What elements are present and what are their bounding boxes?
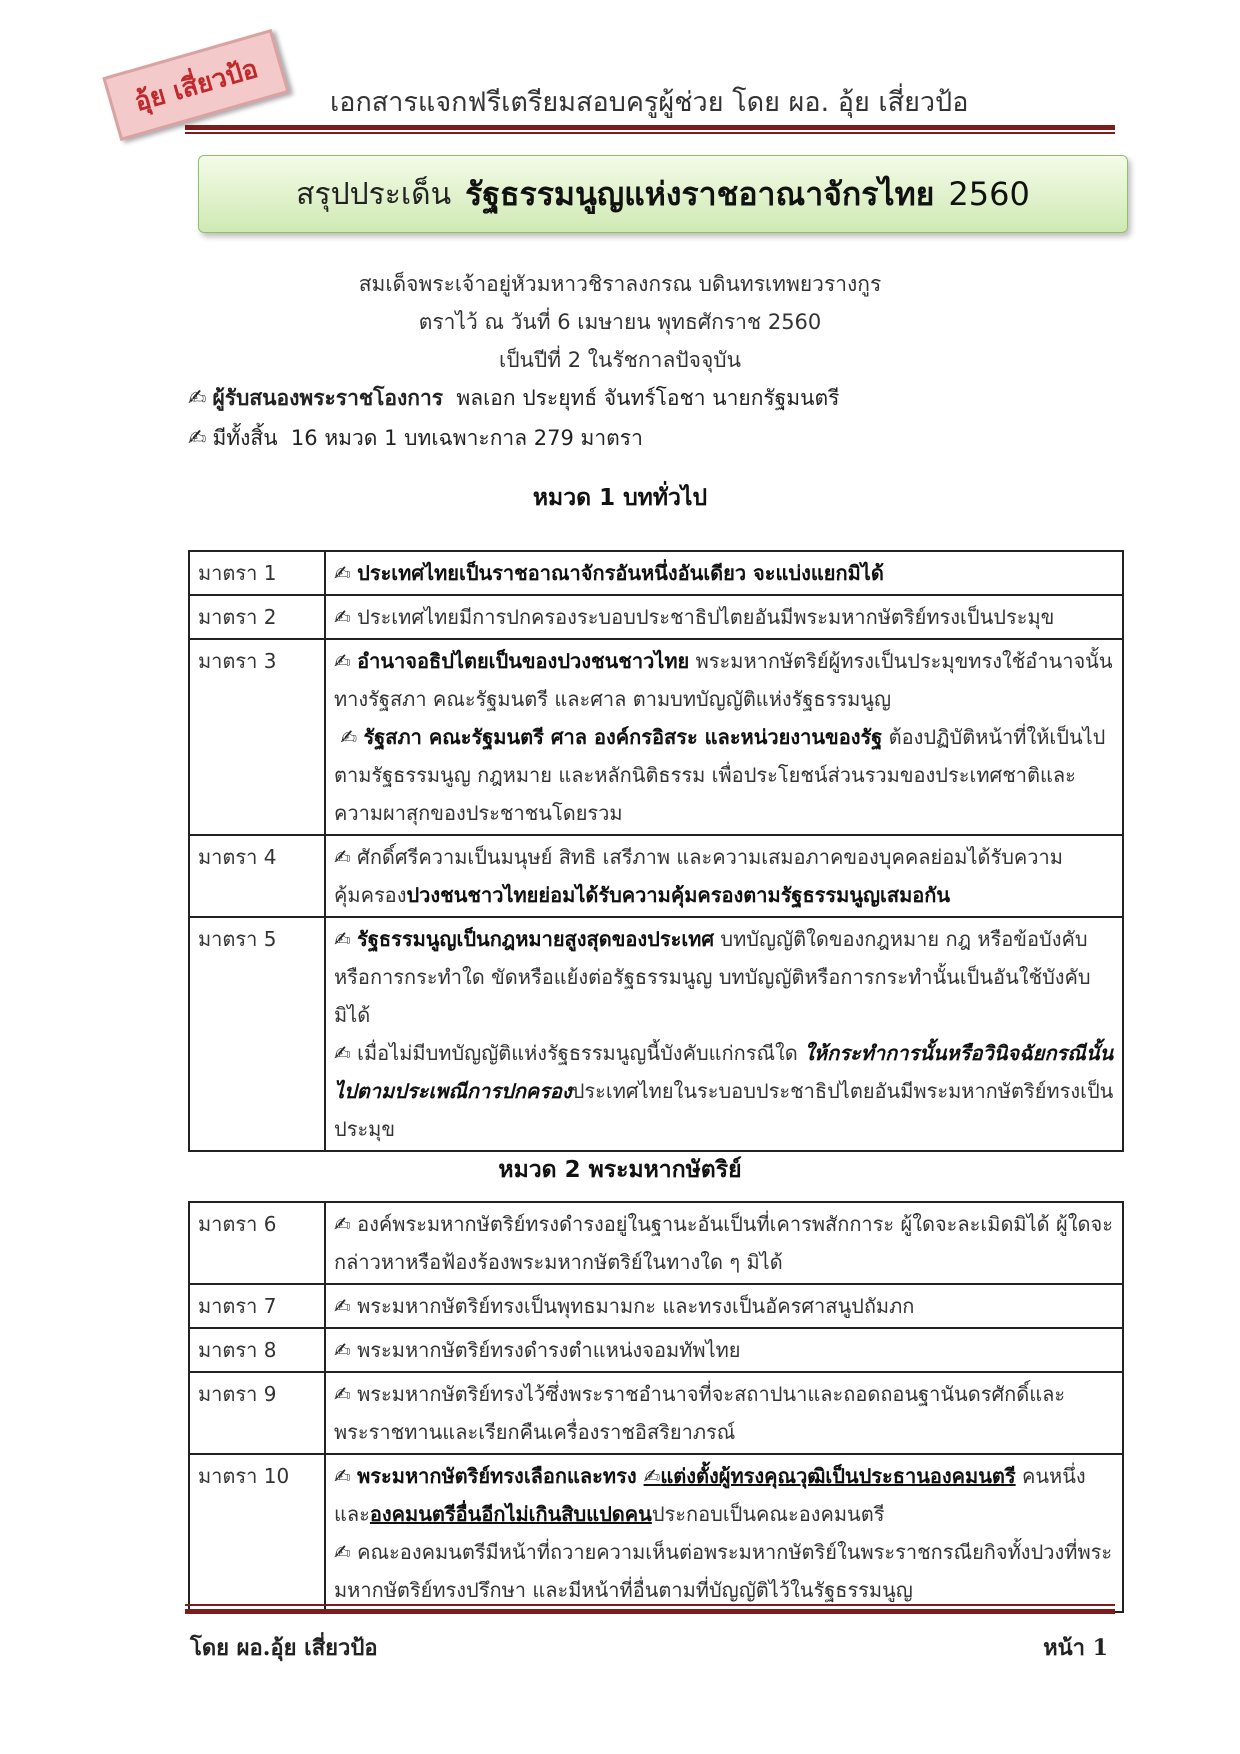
article-text bbox=[325, 1454, 1123, 1612]
table-row bbox=[189, 551, 1123, 595]
title-banner bbox=[198, 155, 1128, 233]
article-body: ประกอบเป็นคณะองคมนตรี bbox=[651, 1502, 885, 1526]
count-label: มีทั้งสิ้น bbox=[212, 426, 278, 450]
article-bold-underlined-text: องคมนตรีอื่นอีกไม่เกินสิบแปดคน bbox=[369, 1502, 652, 1526]
title-year: 2560 bbox=[948, 175, 1030, 213]
article-number: มาตรา 9 bbox=[189, 1372, 325, 1454]
writing-hand-icon: ✍ bbox=[340, 725, 358, 749]
writing-hand-icon: ✍ bbox=[334, 1464, 351, 1488]
table-row bbox=[189, 917, 1123, 1151]
table-row bbox=[189, 1284, 1123, 1328]
article-number: มาตรา 8 bbox=[189, 1328, 325, 1372]
table-row bbox=[189, 1372, 1123, 1454]
footer-divider-thick bbox=[185, 1609, 1115, 1614]
responder-label: ผู้รับสนองพระราชโองการ bbox=[212, 386, 444, 410]
article-body: พระมหากษัตริย์ผู้ทรงเป็นประมุขทรงใช้อำนาจนั้นทางรัฐสภา คณะรัฐมนตรี และศาล ตามบทบัญญัติแห่งรัฐธรรมนูญ bbox=[334, 649, 1113, 711]
article-text bbox=[325, 1284, 1123, 1328]
intro-line-1: สมเด็จพระเจ้าอยู่หัวมหาวชิราลงกรณ บดินทรเทพยวรางกูร bbox=[358, 272, 882, 296]
table-row bbox=[189, 1328, 1123, 1372]
table-row bbox=[189, 639, 1123, 835]
article-text bbox=[325, 1328, 1123, 1372]
article-body: ประเทศไทยในระบอบประชาธิปไตยอันมีพระมหากษัตริย์ทรงเป็นประมุข bbox=[334, 1079, 1114, 1141]
section-1-title: หมวด 1 บททั่วไป bbox=[532, 485, 708, 511]
section-2-title: หมวด 2 พระมหากษัตริย์ bbox=[498, 1157, 742, 1183]
writing-hand-icon: ✍ bbox=[334, 649, 351, 673]
article-bold-text: อำนาจอธิปไตยเป็นของปวงชนชาวไทย bbox=[357, 649, 690, 673]
intro-line-3: เป็นปีที่ 2 ในรัชกาลปัจจุบัน bbox=[499, 348, 741, 372]
count-value: 16 หมวด 1 บทเฉพาะกาล 279 มาตรา bbox=[290, 426, 643, 450]
page-number: หน้า 1 bbox=[1043, 1635, 1108, 1661]
article-bold-text: ประเทศไทยเป็นราชอาณาจักรอันหนึ่งอันเดียว จะแบ่งแยกมิได้ bbox=[357, 561, 884, 585]
article-bold-text: รัฐสภา คณะรัฐมนตรี ศาล องค์กรอิสระ และหน่วยงานของรัฐ bbox=[363, 725, 883, 749]
page-header: เอกสารแจกฟรีเตรียมสอบครูผู้ช่วย โดย ผอ. อุ้ย เสี่ยวป้อ bbox=[330, 87, 969, 118]
header-divider-thick bbox=[185, 125, 1115, 130]
writing-hand-icon: ✍ bbox=[334, 845, 351, 869]
article-text bbox=[325, 551, 1123, 595]
article-text bbox=[325, 1372, 1123, 1454]
article-bold-underlined-value: แต่งตั้งผู้ทรงคุณวุฒิเป็นประธานองคมนตรี bbox=[660, 1464, 1016, 1488]
writing-hand-icon: ✍ bbox=[334, 1294, 351, 1318]
article-body: พระมหากษัตริย์ทรงดำรงตำแหน่งจอมทัพไทย bbox=[357, 1338, 741, 1362]
writing-hand-icon: ✍ bbox=[334, 605, 351, 629]
article-bold-text: พระมหากษัตริย์ทรงเลือกและทรง bbox=[357, 1464, 644, 1488]
section-2-table bbox=[188, 1201, 1124, 1613]
responder-value: พลเอก ประยุทธ์ จันทร์โอชา นายกรัฐมนตรี bbox=[456, 386, 840, 410]
article-body: ประเทศไทยมีการปกครองระบอบประชาธิปไตยอันมีพระมหากษัตริย์ทรงเป็นประมุข bbox=[357, 605, 1055, 629]
title-main: รัฐธรรมนูญแห่งราชอาณาจักรไทย bbox=[465, 174, 935, 213]
writing-hand-icon: ✍ bbox=[334, 1540, 351, 1564]
article-text bbox=[325, 1202, 1123, 1284]
article-number: มาตรา 1 bbox=[189, 551, 325, 595]
footer-author: โดย ผอ.อุ้ย เสี่ยวป้อ bbox=[190, 1635, 378, 1661]
writing-hand-icon: ✍ bbox=[188, 426, 207, 451]
title-prefix: สรุปประเด็น bbox=[296, 176, 452, 212]
article-text bbox=[325, 917, 1123, 1151]
table-row bbox=[189, 835, 1123, 917]
writing-hand-icon: ✍ bbox=[334, 561, 351, 585]
article-body: บทบัญญัติใดของกฎหมาย กฎ หรือข้อบังคับ หรือการกระทำใด ขัดหรือแย้งต่อรัฐธรรมนูญ บทบัญญัติหรือการกระทำนั้นเป็นอันใช้บังคับมิได้ bbox=[334, 927, 1091, 1027]
article-body: องค์พระมหากษัตริย์ทรงดำรงอยู่ในฐานะอันเป็นที่เคารพสักการะ ผู้ใดจะละเมิดมิได้ ผู้ใดจะกล่าวหาหรือฟ้องร้องพระมหากษัตริย์ในทางใด ๆ มิได้ bbox=[334, 1212, 1113, 1274]
section-1-table bbox=[188, 550, 1124, 1152]
article-number: มาตรา 10 bbox=[189, 1454, 325, 1612]
article-text bbox=[325, 639, 1123, 835]
article-body: ต้องปฏิบัติหน้าที่ให้เป็นไปตามรัฐธรรมนูญ กฎหมาย และหลักนิติธรรม เพื่อประโยชน์ส่วนรวมของประเทศชาติและความผาสุกของประชาชนโดยรวม bbox=[334, 725, 1106, 825]
article-bold-text: ปวงชนชาวไทยย่อมได้รับความคุ้มครองตามรัฐธรรมนูญเสมอกัน bbox=[406, 883, 951, 907]
article-bold-italic-text: ให้กระทำการนั้นหรือวินิจฉัยกรณีนั้นไปตามประเพณีการปกครอง bbox=[334, 1041, 1114, 1103]
article-body: ศักดิ์ศรีความเป็นมนุษย์ สิทธิ เสรีภาพ และความเสมอภาคของบุคคลย่อมได้รับความคุ้มครอง bbox=[334, 845, 1063, 907]
writing-hand-icon: ✍ bbox=[188, 386, 207, 411]
footer-divider-thin bbox=[185, 1604, 1115, 1606]
article-number: มาตรา 4 bbox=[189, 835, 325, 917]
writing-hand-icon: ✍ bbox=[334, 1338, 351, 1362]
article-body: คนหนึ่งและ bbox=[334, 1464, 1086, 1526]
article-number: มาตรา 5 bbox=[189, 917, 325, 1151]
table-row bbox=[189, 595, 1123, 639]
article-bold-text: รัฐธรรมนูญเป็นกฎหมายสูงสุดของประเทศ bbox=[357, 927, 715, 951]
table-row bbox=[189, 1454, 1123, 1612]
article-number: มาตรา 2 bbox=[189, 595, 325, 639]
article-number: มาตรา 7 bbox=[189, 1284, 325, 1328]
article-text bbox=[325, 835, 1123, 917]
intro-line-2: ตราไว้ ณ วันที่ 6 เมษายน พุทธศักราช 2560 bbox=[418, 310, 822, 334]
stamp-text: อุ้ย เสี่ยวป้อ bbox=[131, 53, 262, 118]
table-row bbox=[189, 1202, 1123, 1284]
article-body: พระมหากษัตริย์ทรงไว้ซึ่งพระราชอำนาจที่จะสถาปนาและถอดถอนฐานันดรศักดิ์และพระราชทานและเรียกคืนเครื่องราชอิสริยาภรณ์ bbox=[334, 1382, 1066, 1444]
responder-line bbox=[188, 382, 839, 415]
writing-hand-icon: ✍ bbox=[334, 1041, 351, 1065]
writing-hand-icon: ✍ bbox=[334, 927, 351, 951]
writing-hand-icon: ✍ bbox=[334, 1212, 351, 1236]
article-body: คณะองคมนตรีมีหน้าที่ถวายความเห็นต่อพระมหากษัตริย์ในพระราชกรณียกิจทั้งปวงที่พระมหากษัตริย์ทรงปรึกษา และมีหน้าที่อื่นตามที่บัญญัติไว้ในรัฐธรรมนูญ bbox=[334, 1540, 1113, 1602]
writing-hand-icon: ✍ bbox=[334, 1382, 351, 1406]
article-number: มาตรา 3 bbox=[189, 639, 325, 835]
header-divider-thin bbox=[185, 132, 1115, 134]
article-number: มาตรา 6 bbox=[189, 1202, 325, 1284]
article-bold-underlined-text bbox=[644, 1464, 1016, 1488]
article-body: พระมหากษัตริย์ทรงเป็นพุทธมามกะ และทรงเป็นอัครศาสนูปถัมภก bbox=[357, 1294, 915, 1318]
writing-hand-icon: ✍ bbox=[643, 1464, 661, 1488]
article-body: เมื่อไม่มีบทบัญญัติแห่งรัฐธรรมนูญนี้บังคับแก่กรณีใด bbox=[357, 1041, 805, 1065]
count-line bbox=[188, 422, 643, 455]
article-text bbox=[325, 595, 1123, 639]
